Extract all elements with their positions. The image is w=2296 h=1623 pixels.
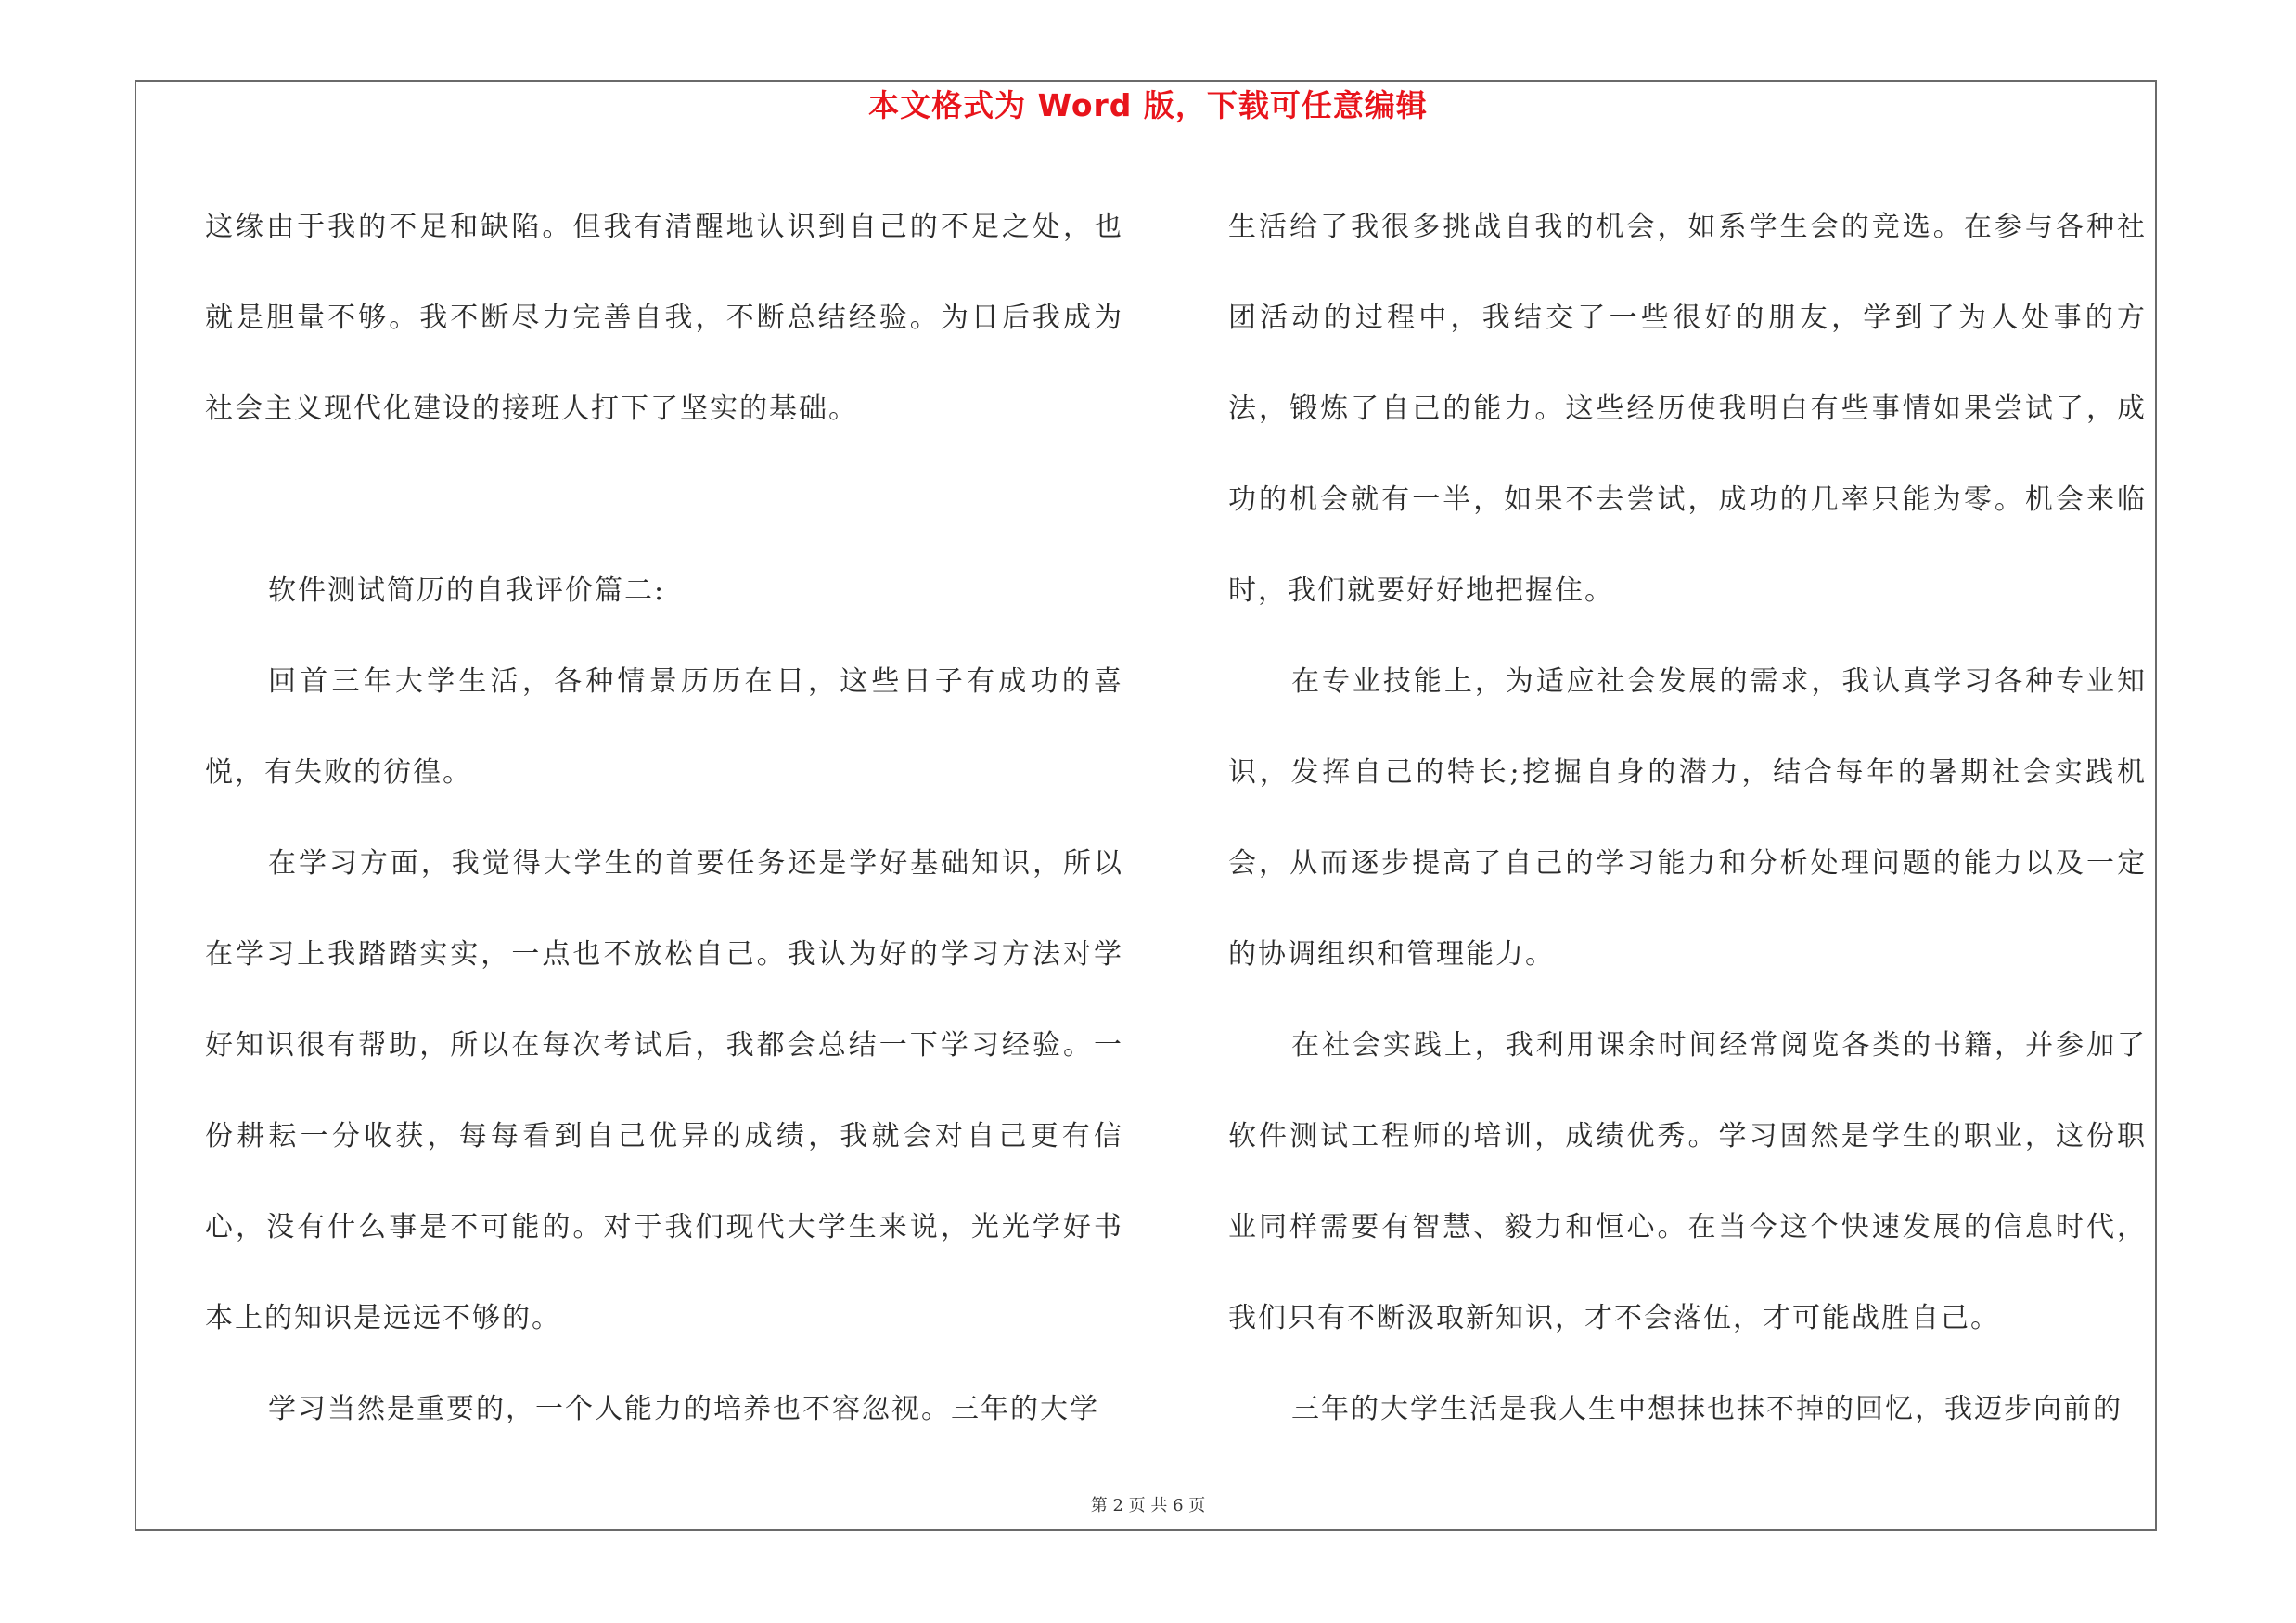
page-number: 第 2 页 共 6 页 xyxy=(1090,1496,1206,1515)
paragraph-ability: 学习当然是重要的，一个人能力的培养也不容忽视。三年的大学 xyxy=(268,1393,1099,1425)
paragraph-gap xyxy=(205,455,1123,546)
paragraph-intro: 回首三年大学生活，各种情景历历在目，这些日子有成功的喜悦，有失败的彷徨。 xyxy=(205,665,1123,789)
right-column xyxy=(1228,182,2147,1455)
paragraph-closing: 三年的大学生活是我人生中想抹也抹不掉的回忆，我迈步向前的 xyxy=(1291,1393,2123,1425)
format-banner: 本文格式为 Word 版，下载可任意编辑 xyxy=(868,87,1428,123)
paragraph-study: 在学习方面，我觉得大学生的首要任务还是学好基础知识，所以在学习上我踏踏实实，一点也不放松自己。我认为好的学习方法对学好知识很有帮助，所以在每次考试后，我都会总结一下学习经验。一份耕耘一分收获，每每看到自己优异的成绩，我就会对自己更有信心，没有什么事是不可能的。对于我们现代大学生来说，光光学好书本上的知识是远远不够的。 xyxy=(205,847,1123,1334)
paragraph-skills: 在专业技能上，为适应社会发展的需求，我认真学习各种专业知识，发挥自己的特长;挖掘自身的潜力，结合每年的暑期社会实践机会，从而逐步提高了自己的学习能力和分析处理问题的能力以及一定的协调组织和管理能力。 xyxy=(1228,665,2147,971)
paragraph-practice: 在社会实践上，我利用课余时间经常阅览各类的书籍，并参加了软件测试工程师的培训，成绩优秀。学习固然是学生的职业，这份职业同样需要有智慧、毅力和恒心。在当今这个快速发展的信息时代，我们只有不断汲取新知识，才不会落伍，才可能战胜自己。 xyxy=(1228,1029,2147,1334)
section-heading: 软件测试简历的自我评价篇二: xyxy=(268,574,666,607)
paragraph-continuation: 这缘由于我的不足和缺陷。但我有清醒地认识到自己的不足之处，也就是胆量不够。我不断尽力完善自我，不断总结经验。为日后我成为社会主义现代化建设的接班人打下了坚实的基础。 xyxy=(205,211,1123,425)
paragraph-continuation: 生活给了我很多挑战自我的机会，如系学生会的竞选。在参与各种社团活动的过程中，我结交了一些很好的朋友，学到了为人处事的方法，锻炼了自己的能力。这些经历使我明白有些事情如果尝试了，成功的机会就有一半，如果不去尝试，成功的几率只能为零。机会来临时，我们就要好好地把握住。 xyxy=(1228,211,2147,607)
left-column xyxy=(205,182,1123,1455)
